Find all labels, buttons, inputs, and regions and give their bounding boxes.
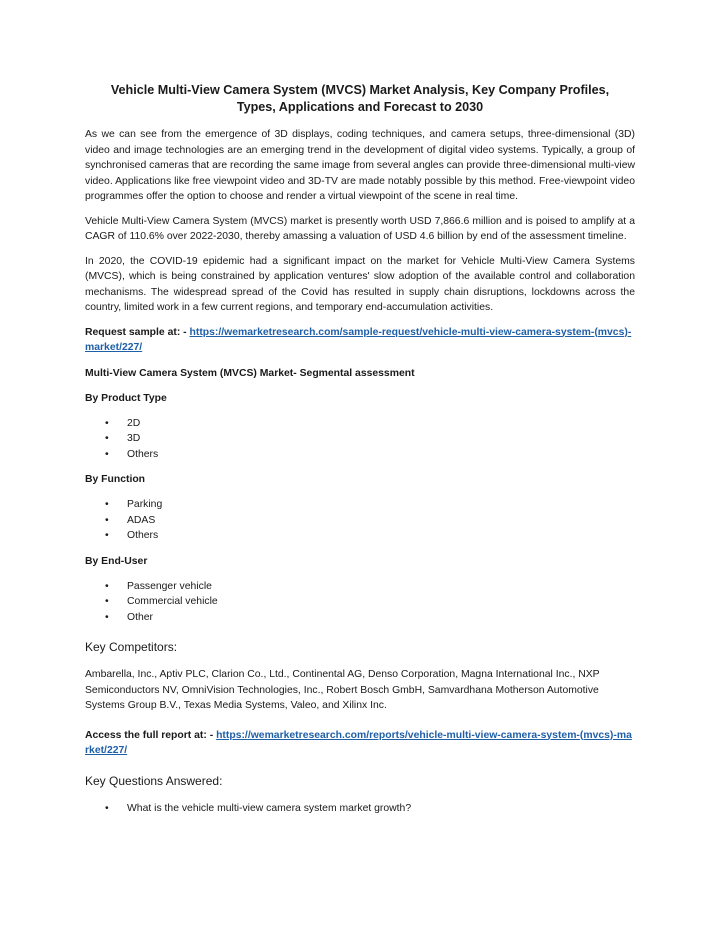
bullet-icon: • [105, 514, 109, 526]
key-competitors-heading: Key Competitors: [85, 640, 178, 654]
product-type-list [85, 416, 635, 463]
questions-list [85, 801, 635, 817]
bullet-icon: • [105, 417, 109, 429]
list-item: • Others [85, 528, 635, 544]
full-report-line [85, 728, 635, 759]
bullet-icon: • [105, 611, 109, 623]
document-body [85, 82, 635, 826]
end-user-heading: By End-User [85, 555, 148, 567]
competitors-paragraph: Ambarella, Inc., Aptiv PLC, Clarion Co., Ltd., Continental AG, Denso Corporation, Magna International Inc., NXP Semiconductors NV, OmniVision Technologies, Inc., Robert Bosch GmbH, Samvardhana Motherson Automotive Systems Group B.V., Texas Media Systems, Valeo, and Xilinx Inc. [85, 669, 600, 711]
bullet-icon: • [105, 596, 109, 607]
function-list [85, 497, 635, 544]
bullet-icon: • [105, 448, 109, 460]
list-item: • ADAS [85, 513, 635, 529]
function-heading: By Function [85, 474, 146, 485]
covid-impact-paragraph: In 2020, the COVID-19 epidemic had a significant impact on the market for Vehicle Multi-View Camera Systems (MVCS), which is being constrained by application ventures' slow adoption of the available control and collaboration mechanisms. The widespread spread of the Covid has resulted in supply chain disruptions, lockdowns across the country, limited work in a few current regions, and temporary end-accumulation activities. [85, 255, 635, 313]
list-item: • Commercial vehicle [85, 594, 635, 610]
bullet-icon: • [105, 580, 109, 592]
request-sample-line [85, 325, 635, 356]
product-type-heading: By Product Type [85, 392, 167, 404]
list-item: • What is the vehicle multi-view camera system market growth? [85, 801, 635, 817]
list-item: • 2D [85, 416, 635, 432]
list-item: • Others [85, 447, 635, 463]
request-sample-link[interactable]: https://wemarketresearch.com/sample-request/vehicle-multi-view-camera-system-(mvcs)-market/227/ [85, 326, 632, 353]
list-item: • Parking [85, 497, 635, 513]
bullet-icon: • [105, 433, 109, 444]
bullet-icon: • [105, 802, 109, 814]
market-value-paragraph: Vehicle Multi-View Camera System (MVCS) market is presently worth USD 7,866.6 million and is poised to amplify at a CAGR of 110.6% over 2022-2030, thereby amassing a valuation of USD 4.6 billion by end of the assessment timeline. [85, 215, 635, 242]
request-sample-label: Request sample at: - [85, 326, 190, 338]
key-questions-heading: Key Questions Answered: [85, 773, 223, 788]
list-item: • Other [85, 610, 635, 626]
bullet-icon: • [105, 499, 109, 510]
full-report-label: Access the full report at: - [85, 729, 217, 741]
full-report-link[interactable]: https://wemarketresearch.com/reports/vehicle-multi-view-camera-system-(mvcs)-market/227/ [85, 729, 632, 756]
segment-assessment-heading: Multi-View Camera System (MVCS) Market- Segmental assessment [85, 367, 415, 379]
intro-paragraph: As we can see from the emergence of 3D displays, coding techniques, and camera setups, three-dimensional (3D) video and image technologies are an emerging trend in the development of digital video systems. Typically, a group of synchronised cameras that are recording the same image from several angles can provide three-dimensional multi-view video. Applications like free viewpoint video and 3D-TV are made notably possible by this method. Free-viewpoint video programmes offer the option to choose and render a virtual viewpoint of the scene in real time. [85, 129, 635, 202]
list-item: • 3D [85, 431, 635, 447]
bullet-icon: • [105, 530, 109, 541]
list-item: • Passenger vehicle [85, 579, 635, 595]
end-user-list [85, 579, 635, 626]
document-title: Vehicle Multi-View Camera System (MVCS) Market Analysis, Key Company Profiles, Types, Applications and Forecast to 2030 [110, 83, 610, 114]
